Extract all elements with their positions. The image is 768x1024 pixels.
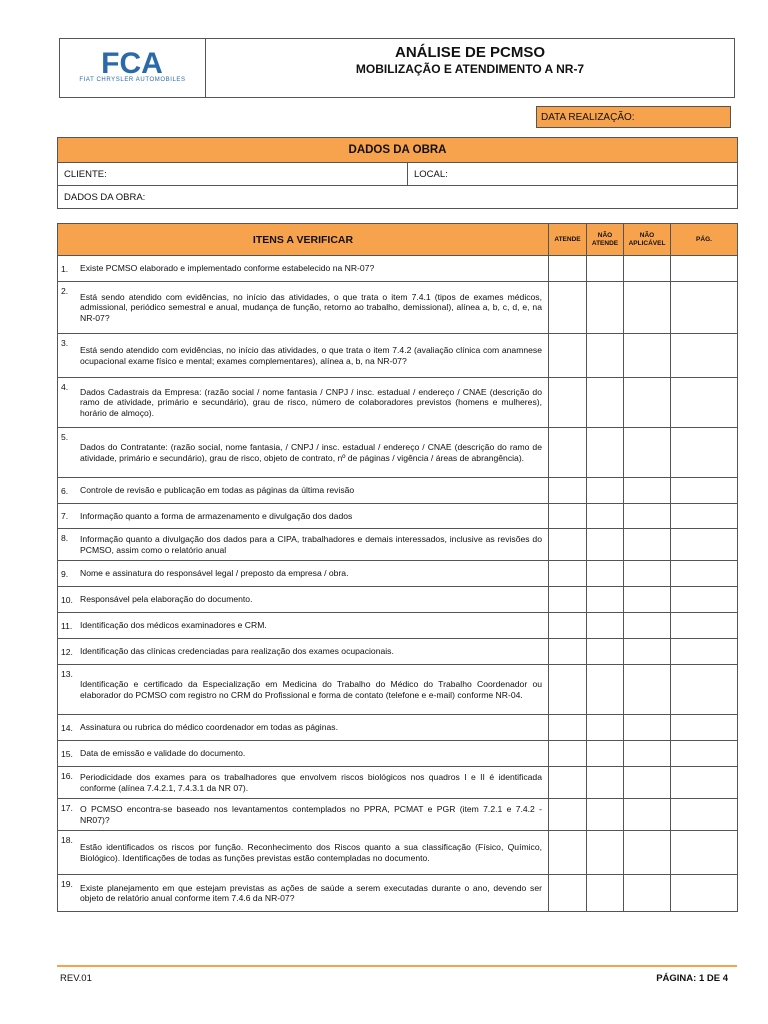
item-text: Está sendo atendido com evidências, no início das atividades, o que trata o item 7.4.2 (avaliação clínica com anamnese ocupacional exame físico e mental; exames complementares), alínea a, b, na NR-07? (80, 345, 542, 366)
nao-aplicavel-cell[interactable] (624, 282, 671, 334)
checklist-item (58, 831, 549, 875)
nao-aplicavel-cell[interactable] (624, 529, 671, 561)
document-header (59, 38, 735, 98)
page-cell[interactable] (671, 428, 738, 478)
nao-atende-cell[interactable] (587, 561, 624, 587)
item-text: Dados Cadastrais da Empresa: (razão social / nome fantasia / CNPJ / insc. estadual / endereço / CNAE (descrição do ramo de atividade, primário e secundário), grau de risco, número de colaboradores previstos (homens e mulheres), horário de almoço). (80, 386, 542, 418)
item-text: Identificação e certificado da Especialização em Medicina do Trabalho do Médico do Trabalho Coordenador ou elaborador do PCMSO com registro no CRM do Profissional e forma de contato (telefone e e-mail) conforme NR-04. (80, 679, 542, 700)
revision-label: REV.01 (60, 973, 92, 984)
atende-cell[interactable] (549, 831, 587, 875)
item-number: 11. (61, 620, 73, 631)
nao-aplicavel-cell[interactable] (624, 428, 671, 478)
nao-atende-cell[interactable] (587, 715, 624, 741)
project-data-heading: DADOS DA OBRA (58, 138, 738, 163)
checklist-item (58, 587, 549, 613)
page-cell[interactable] (671, 504, 738, 529)
nao-aplicavel-cell[interactable] (624, 639, 671, 665)
item-number: 15. (61, 748, 73, 759)
checklist-table (57, 223, 738, 912)
title-block (206, 44, 734, 77)
page-cell[interactable] (671, 282, 738, 334)
atende-cell[interactable] (549, 282, 587, 334)
checklist-item (58, 378, 549, 428)
nao-atende-cell[interactable] (587, 587, 624, 613)
page-cell[interactable] (671, 334, 738, 378)
nao-aplicavel-cell[interactable] (624, 256, 671, 282)
page-cell[interactable] (671, 378, 738, 428)
item-text: Existe PCMSO elaborado e implementado conforme estabelecido na NR-07? (80, 263, 375, 274)
item-number: 12. (61, 646, 73, 657)
item-text: Controle de revisão e publicação em todas as páginas da última revisão (80, 485, 355, 496)
page-cell[interactable] (671, 639, 738, 665)
nao-atende-cell[interactable] (587, 378, 624, 428)
nao-aplicavel-cell[interactable] (624, 875, 671, 912)
table-row (58, 561, 738, 587)
footer-divider (57, 965, 737, 967)
page-cell[interactable] (671, 831, 738, 875)
nao-aplicavel-cell[interactable] (624, 665, 671, 715)
table-row (58, 665, 738, 715)
page-cell[interactable] (671, 529, 738, 561)
page-cell[interactable] (671, 799, 738, 831)
page-cell[interactable] (671, 478, 738, 504)
atende-cell[interactable] (549, 504, 587, 529)
item-number: 19. (61, 879, 73, 889)
item-number: 6. (61, 485, 69, 496)
table-row (58, 282, 738, 334)
checklist-item (58, 561, 549, 587)
nao-aplicavel-cell[interactable] (624, 478, 671, 504)
location-field[interactable] (408, 163, 738, 186)
checklist-item (58, 639, 549, 665)
logo-subtitle: FIAT CHRYSLER AUTOMOBILES (79, 77, 186, 83)
item-text: Responsável pela elaboração do documento. (80, 594, 253, 605)
atende-cell[interactable] (549, 334, 587, 378)
nao-aplicavel-cell[interactable] (624, 715, 671, 741)
nao-aplicavel-cell[interactable] (624, 561, 671, 587)
project-details-label: DADOS DA OBRA: (64, 191, 146, 203)
atende-cell[interactable] (549, 428, 587, 478)
header-atende: ATENDE (549, 224, 587, 256)
table-row (58, 767, 738, 799)
atende-cell[interactable] (549, 613, 587, 639)
page-cell[interactable] (671, 715, 738, 741)
page-cell[interactable] (671, 665, 738, 715)
document-subtitle: MOBILIZAÇÃO E ATENDIMENTO A NR-7 (355, 62, 585, 76)
atende-cell[interactable] (549, 799, 587, 831)
checklist-item (58, 665, 549, 715)
atende-cell[interactable] (549, 256, 587, 282)
item-number: 13. (61, 669, 73, 679)
nao-atende-cell[interactable] (587, 639, 624, 665)
table-row (58, 715, 738, 741)
logo-text: FCA (101, 47, 163, 77)
checklist-item (58, 334, 549, 378)
atende-cell[interactable] (549, 561, 587, 587)
nao-atende-cell[interactable] (587, 478, 624, 504)
project-data-table (57, 137, 738, 209)
table-row (58, 875, 738, 912)
table-row (58, 256, 738, 282)
item-text: Assinatura ou rubrica do médico coordenador em todas as páginas. (80, 722, 338, 733)
atende-cell[interactable] (549, 478, 587, 504)
nao-aplicavel-cell[interactable] (624, 741, 671, 767)
atende-cell[interactable] (549, 587, 587, 613)
client-field[interactable] (58, 163, 408, 186)
item-text: Existe planejamento em que estejam previstas as ações de saúde a serem executadas durante o ano, devendo ser objeto de relatório anual conforme item 7.4.6 da NR-07? (80, 882, 542, 903)
atende-cell[interactable] (549, 741, 587, 767)
nao-atende-cell[interactable] (587, 256, 624, 282)
fca-logo-icon (82, 47, 182, 77)
checklist-item (58, 256, 549, 282)
nao-aplicavel-cell[interactable] (624, 831, 671, 875)
header-nao-aplicavel: NÃO APLICÁVEL (624, 224, 671, 256)
item-text: Informação quanto a divulgação dos dados para a CIPA, trabalhadores e demais interessados, inclusive as revisões do PCMSO, assim como o relatório anual (80, 534, 542, 555)
checklist-item (58, 767, 549, 799)
header-items: ITENS A VERIFICAR (58, 224, 549, 256)
table-row (58, 428, 738, 478)
checklist-item (58, 875, 549, 912)
checklist-item (58, 529, 549, 561)
nao-atende-cell[interactable] (587, 334, 624, 378)
item-text: Identificação das clínicas credenciadas para realização dos exames ocupacionais. (80, 646, 394, 657)
nao-atende-cell[interactable] (587, 831, 624, 875)
header-pag: PÁG. (671, 224, 738, 256)
page-cell[interactable] (671, 587, 738, 613)
nao-aplicavel-cell[interactable] (624, 799, 671, 831)
nao-aplicavel-cell[interactable] (624, 504, 671, 529)
atende-cell[interactable] (549, 639, 587, 665)
item-text: O PCMSO encontra-se baseado nos levantamentos contemplados no PPRA, PCMAT e PGR (item 7.2.1 e 7.4.2 - NR07)? (80, 804, 542, 825)
item-text: Está sendo atendido com evidências, no início das atividades, o que trata o item 7.4.1 (tipos de exames médicos, admissional, periódico semestral e anual, mudança de função, retorno ao trabalho, demissional), alínea a, b, c, d, e, na NR-07? (80, 291, 542, 323)
nao-atende-cell[interactable] (587, 875, 624, 912)
table-row (58, 504, 738, 529)
nao-atende-cell[interactable] (587, 741, 624, 767)
page-cell[interactable] (671, 875, 738, 912)
item-number: 18. (61, 835, 73, 845)
nao-aplicavel-cell[interactable] (624, 613, 671, 639)
table-row (58, 613, 738, 639)
checklist-item (58, 715, 549, 741)
nao-aplicavel-cell[interactable] (624, 334, 671, 378)
item-number: 9. (61, 568, 69, 579)
item-text: Dados do Contratante: (razão social, nome fantasia, / CNPJ / insc. estadual / endereço / CNAE (descrição do ramo de atividade, primário e secundário), grau de risco, objeto de contrato, nº de páginas / vigência / áreas de abrangência). (80, 442, 542, 463)
item-number: 17. (61, 803, 73, 813)
page-cell[interactable] (671, 561, 738, 587)
table-row (58, 378, 738, 428)
page-cell[interactable] (671, 613, 738, 639)
item-number: 7. (61, 510, 69, 521)
nao-atende-cell[interactable] (587, 665, 624, 715)
item-text: Identificação dos médicos examinadores e CRM. (80, 620, 267, 631)
header-nao-atende: NÃO ATENDE (587, 224, 624, 256)
page-number: PÁGINA: 1 DE 4 (656, 973, 728, 984)
item-number: 10. (61, 594, 73, 605)
nao-aplicavel-cell[interactable] (624, 587, 671, 613)
table-row (58, 478, 738, 504)
atende-cell[interactable] (549, 875, 587, 912)
checklist-item (58, 799, 549, 831)
item-number: 3. (61, 338, 69, 348)
nao-aplicavel-cell[interactable] (624, 767, 671, 799)
table-row (58, 529, 738, 561)
item-text: Informação quanto a forma de armazenamento e divulgação dos dados (80, 510, 353, 521)
item-text: Data de emissão e validade do documento. (80, 748, 246, 759)
document-title: ANÁLISE DE PCMSO (394, 44, 545, 61)
table-row (58, 639, 738, 665)
item-number: 4. (61, 382, 69, 392)
item-number: 1. (61, 263, 69, 274)
table-row (58, 831, 738, 875)
company-logo (60, 39, 206, 97)
table-row (58, 334, 738, 378)
nao-atende-cell[interactable] (587, 613, 624, 639)
project-details-field[interactable] (58, 186, 738, 209)
client-label: CLIENTE: (64, 168, 107, 180)
item-text: Estão identificados os riscos por função. Reconhecimento dos Riscos quanto a sua classificação (Físico, Químico, Biológico). Identificações de todas as funções previstas estão contempladas no documento. (80, 842, 542, 863)
item-text: Periodicidade dos exames para os trabalhadores que envolvem riscos biológicos nos quadros I e II é identificada conforme (alínea 7.4.2.1, 7.4.3.1 da NR 07). (80, 772, 542, 793)
checklist-item (58, 504, 549, 529)
item-number: 5. (61, 432, 69, 442)
date-field[interactable] (536, 106, 731, 128)
checklist-item (58, 478, 549, 504)
checklist-item (58, 428, 549, 478)
page-cell[interactable] (671, 767, 738, 799)
item-number: 16. (61, 771, 73, 781)
location-label: LOCAL: (414, 168, 448, 180)
table-row (58, 741, 738, 767)
nao-atende-cell[interactable] (587, 529, 624, 561)
page-cell[interactable] (671, 741, 738, 767)
nao-atende-cell[interactable] (587, 799, 624, 831)
date-label: DATA REALIZAÇÃO: (541, 112, 635, 123)
table-row (58, 799, 738, 831)
atende-cell[interactable] (549, 715, 587, 741)
nao-atende-cell[interactable] (587, 428, 624, 478)
nao-atende-cell[interactable] (587, 504, 624, 529)
nao-atende-cell[interactable] (587, 282, 624, 334)
checklist-item (58, 613, 549, 639)
atende-cell[interactable] (549, 378, 587, 428)
item-number: 14. (61, 722, 73, 733)
atende-cell[interactable] (549, 665, 587, 715)
checklist-item (58, 282, 549, 334)
atende-cell[interactable] (549, 767, 587, 799)
item-number: 8. (61, 533, 69, 543)
atende-cell[interactable] (549, 529, 587, 561)
checklist-item (58, 741, 549, 767)
page-cell[interactable] (671, 256, 738, 282)
nao-aplicavel-cell[interactable] (624, 378, 671, 428)
item-number: 2. (61, 286, 69, 296)
nao-atende-cell[interactable] (587, 767, 624, 799)
table-row (58, 587, 738, 613)
item-text: Nome e assinatura do responsável legal / preposto da empresa / obra. (80, 568, 349, 579)
